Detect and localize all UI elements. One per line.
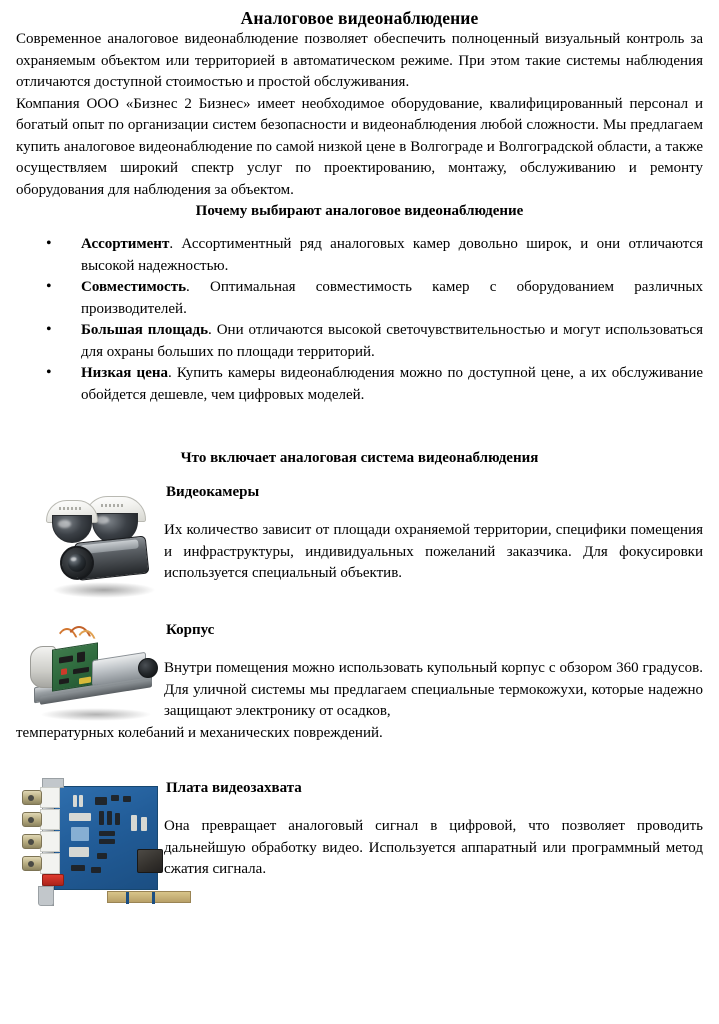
intro-paragraph-2: Компания ООО «Бизнес 2 Бизнес» имеет необходимое оборудование, квалифицированный персонал и богатый опыт по организации систем безопасности и видеонаблюдения любой сложности. Мы предлагаем купить аналоговое видеонаблюдение по самой низкой цене в Волгограде и Волгоградской области, а также осуществляем широкий спектр услуг по проектированию, монтажу, обслуживанию и ремонту оборудования для наблюдения за объектом.: [16, 95, 703, 198]
list-item-text: . Они отличаются высокой светочувствительностью и могут использоваться для охраны больших по площади территорий.: [81, 322, 703, 360]
component-heading: Корпус: [166, 622, 215, 638]
list-item: [16, 277, 703, 320]
components-heading: Что включает аналоговая система видеонаблюдения: [180, 450, 539, 466]
component-paragraph-overflow: температурных колебаний и механических повреждений.: [16, 724, 383, 741]
component-heading: Видеокамеры: [166, 484, 260, 500]
bnc-connector-icon: [22, 790, 46, 805]
list-item-term: Ассортимент: [81, 236, 170, 252]
intro-paragraph-1: Современное аналоговое видеонаблюдение позволяет обеспечить полноценный визуальный контроль за охраняемым объектом или территорией в автоматическом режиме. При этом такие системы наблюдения отличаются доступной стоимостью и простой обслуживания.: [16, 31, 703, 90]
benefits-heading: Почему выбирают аналоговое видеонаблюдение: [195, 203, 524, 219]
component-paragraph: Их количество зависит от площади охраняемой территории, специфики помещения и инфраструктуры, индивидуальных пожеланий заказчика. Для фокусировки используется специальный объектив.: [164, 522, 703, 581]
list-item-term: Большая площадь: [81, 322, 209, 338]
list-item-text: . Оптимальная совместимость камер с оборудованием различных производителей.: [81, 279, 703, 317]
component-paragraph: Она превращает аналоговый сигнал в цифровой, что позволяет проводить дальнейшую обработку видео. Используется аппаратный или программный метод сжатия сигнала.: [164, 818, 703, 877]
bnc-connector-icon: [22, 856, 46, 871]
component-block-cameras: [16, 482, 703, 594]
page-title: Аналоговое видеонаблюдение: [240, 8, 479, 28]
benefits-list: [16, 234, 703, 406]
list-item: [16, 320, 703, 363]
box-camera-icon: [58, 534, 150, 590]
spacer: [16, 406, 703, 448]
list-item-term: Совместимость: [81, 279, 187, 295]
pci-edge-connector-icon: [107, 891, 191, 903]
security-cameras-photo: [44, 494, 164, 602]
bullet-icon: •: [46, 278, 52, 295]
bullet-icon: •: [46, 235, 52, 252]
camera-housing-photo: [30, 624, 162, 724]
bnc-connector-icon: [22, 834, 46, 849]
list-item-text: . Ассортиментный ряд аналоговых камер довольно широк, и они отличаются высокой надежностью.: [81, 236, 703, 274]
bullet-icon: •: [46, 364, 52, 381]
component-block-capture-card: [16, 778, 703, 904]
bnc-connector-icon: [22, 812, 46, 827]
list-item-term: Низкая цена: [81, 365, 168, 381]
list-item-text: . Купить камеры видеонаблюдения можно по доступной цене, а их обслуживание обойдется дешевле, чем цифровых моделей.: [81, 365, 703, 403]
component-heading: Плата видеозахвата: [166, 780, 302, 796]
bullet-icon: •: [46, 321, 52, 338]
component-paragraph: Внутри помещения можно использовать купольный корпус с обзором 360 градусов. Для уличной системы мы предлагаем специальные термокожухи, которые надежно защищают электронику от осадков,: [164, 660, 703, 719]
pci-board-icon: [54, 786, 158, 890]
component-block-housing: [16, 620, 703, 744]
video-capture-card-photo: [20, 778, 158, 906]
list-item: [16, 363, 703, 406]
list-item: [16, 234, 703, 277]
rca-connector-icon: [42, 874, 64, 886]
processor-chip-icon: [137, 849, 163, 873]
